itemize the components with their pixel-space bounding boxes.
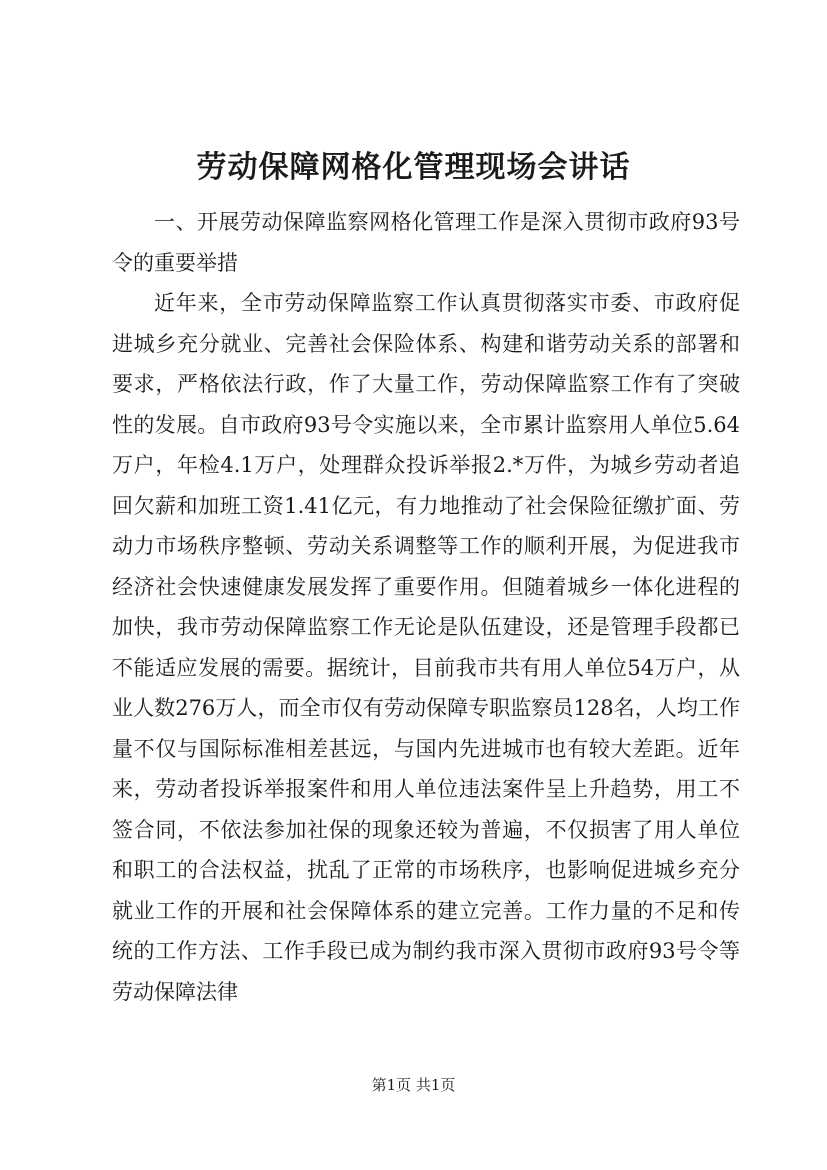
- document-body: [112, 202, 740, 1012]
- body-paragraph: 近年来，全市劳动保障监察工作认真贯彻落实市委、市政府促进城乡充分就业、完善社会保险体系、构建和谐劳动关系的部署和要求，严格依法行政，作了大量工作，劳动保障监察工作有了突破性的发展。自市政府93号令实施以来，全市累计监察用人单位5.64万户，年检4.1万户，处理群众投诉举报2.*万件，为城乡劳动者追回欠薪和加班工资1.41亿元，有力地推动了社会保险征缴扩面、劳动力市场秩序整顿、劳动关系调整等工作的顺利开展，为促进我市经济社会快速健康发展发挥了重要作用。但随着城乡一体化进程的加快，我市劳动保障监察工作无论是队伍建设，还是管理手段都已不能适应发展的需要。据统计，目前我市共有用人单位54万户，从业人数276万人，而全市仅有劳动保障专职监察员128名，人均工作量不仅与国际标准相差甚远，与国内先进城市也有较大差距。近年来，劳动者投诉举报案件和用人单位违法案件呈上升趋势，用工不签合同，不依法参加社保的现象还较为普遍，不仅损害了用人单位和职工的合法权益，扰乱了正常的市场秩序，也影响促进城乡充分就业工作的开展和社会保障体系的建立完善。工作力量的不足和传统的工作方法、工作手段已成为制约我市深入贯彻市政府93号令等劳动保障法律: [112, 291, 740, 1004]
- page-footer: 第1页 共1页: [371, 1076, 456, 1094]
- document-title: 劳动保障网格化管理现场会讲话: [196, 150, 631, 185]
- section-heading: 一、开展劳动保障监察网格化管理工作是深入贯彻市政府93号令的重要举措: [112, 210, 740, 275]
